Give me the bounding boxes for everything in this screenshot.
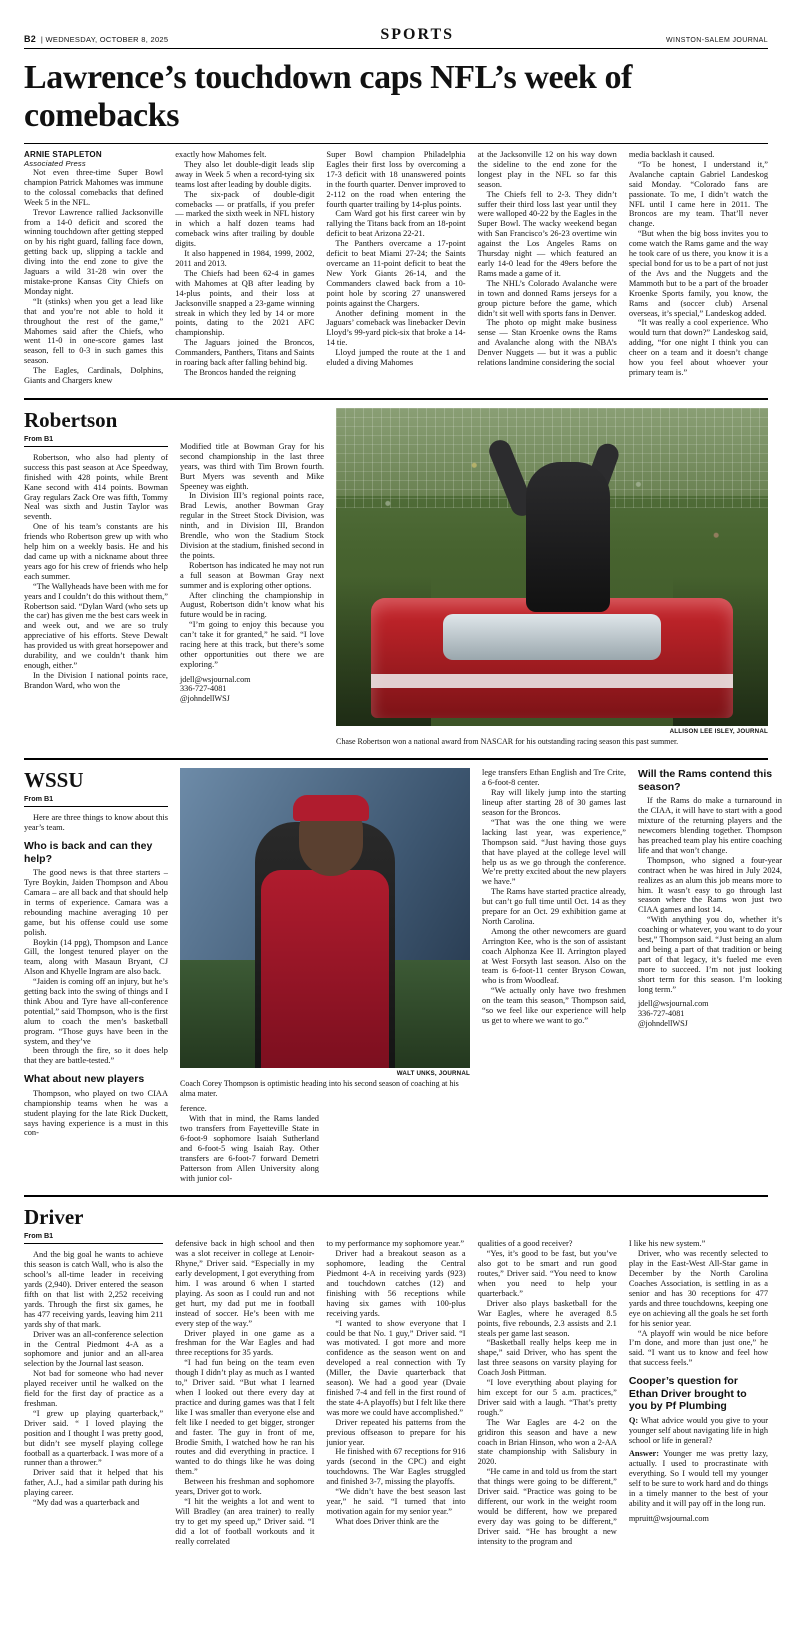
- paragraph: “With anything you do, whether it’s coaching or whatever, you want to do your best,” Thompson said. “Just being an alum and being a part of that tradition or being part of that legacy, it’s fueled me even more to succeed. I’m not just looking short term for this season. I’m looking long term.”: [638, 915, 782, 994]
- lead-story: [24, 150, 768, 386]
- paragraph: “He came in and told us from the start that things were going to be different,” Driver said. “Practice was going to be different, our work in the weight room would be different, how we prepared every day was going to be different,” Driver said. “He has brought a new intensity to the program and: [477, 1467, 617, 1546]
- paragraph: “I hit the weights a lot and went to Will Bradley (an area trainer) to really try to get my speed up,” Driver said. “I did a lot of football workouts and it really correlated: [175, 1496, 315, 1546]
- paragraph: “To be honest, I understand it,” Avalanche captain Gabriel Landeskog said Monday. “Colorado fans are passionate. To me, I didn’t watch the NFL until I came here in 2011. The Broncos are my team. That’ll never change.: [628, 159, 769, 229]
- paragraph: Boykin (14 ppg), Thompson and Lance Gill, the longest tenured player on the team, along with Masaun Bryant, CJ Alson and Khyelle Ingram are also back.: [24, 937, 168, 977]
- paragraph: Lloyd jumped the route at the 1 and eluded a diving Mahomes: [326, 348, 466, 368]
- paragraph: Thompson, who signed a four-year contract when he was hired in July 2024, realizes as an alum this job means more to him. It wasn’t easy to go through last season where the Rams won just two CIAA games and lost 14.: [638, 855, 782, 915]
- contact-phone: 336-727-4081: [180, 684, 227, 694]
- paragraph: been through the fire, so it does help that they are battle-tested.”: [24, 1046, 168, 1066]
- wssu-col-3: [482, 768, 626, 1183]
- paragraph: “I’m going to enjoy this because you can’t take it for granted,” he said. “I love racing here at this track, but there’s some other opportunities out there we are exploring.”: [180, 620, 324, 669]
- paragraph: Robertson has indicated he may not run a full season at Bowman Gray next summer and is exploring other options.: [180, 560, 324, 590]
- contact-email: jdell@wsjournal.com: [180, 674, 251, 684]
- wssu-col-1: [24, 768, 168, 1183]
- contact-email: jdell@wsjournal.com: [638, 999, 709, 1009]
- contact-email: mpruitt@wsjournal.com: [628, 1513, 709, 1523]
- paragraph: The good news is that three starters – Tyre Boykin, Jaiden Thompson and Abou Camara – are all back and that should help in terms of experience. Camara was a rebounding machine averaging 10 per game, but his offense could use some polish.: [24, 868, 168, 937]
- paragraph: exactly how Mahomes felt.: [175, 150, 267, 159]
- paragraph: ference.: [180, 1104, 207, 1114]
- answer-label: Answer:: [628, 1449, 660, 1459]
- paragraph: qualities of a good receiver?: [477, 1239, 573, 1249]
- page-number: B2: [24, 34, 37, 44]
- wssu-contact: [638, 999, 782, 1028]
- driver-section: [24, 1205, 768, 1546]
- wssu-photo-col: [180, 768, 470, 1183]
- lead-col-5: [629, 150, 768, 386]
- paragraph: The photo op might make business sense — Stan Kroenke owns the Rams and Avalanche along with the NBA’s Denver Nuggets — but it was a public relations landmine considering the social: [477, 318, 617, 368]
- paragraph: “That was the one thing we were lacking last year, was experience,” Thompson said. “Just having those guys that have played at the college level will help us as we go through the conference. We’re pretty excited about the new players we have.”: [482, 817, 626, 887]
- paragraph: After clinching the championship in August, Robertson didn’t know what his future would be in racing.: [180, 590, 324, 620]
- nascar-photo: [336, 408, 768, 726]
- photo-caption: Chase Robertson won a national award from NASCAR for his outstanding racing season this past summer.: [336, 736, 679, 746]
- paragraph: “Basketball really helps keep me in shape,” said Driver, who has spent the last three seasons on varsity playing for Coach Josh Pittman.: [477, 1338, 617, 1378]
- paragraph: The Jaguars joined the Broncos, Commanders, Panthers, Titans and Saints in roaring back after falling behind big.: [175, 338, 315, 368]
- photo-credit: ALLISON LEE ISLEY, JOURNAL: [669, 727, 768, 735]
- wssu-col-4: [638, 768, 782, 1183]
- publication-name: WINSTON-SALEM JOURNAL: [665, 37, 768, 44]
- lead-col-2: [175, 150, 314, 386]
- masthead: [24, 26, 768, 49]
- car-stripe: [371, 674, 734, 688]
- photo-credit: WALT UNKS, JOURNAL: [396, 1070, 470, 1078]
- robertson-from: From B1: [24, 434, 168, 447]
- paragraph: With that in mind, the Rams landed two transfers from Fayetteville State in 6-foot-9 sophomore Isaiah Sutherland and 6-foot-5 wing Isaiah Ray. Other transfers are 6-foot-7 forward Demetri Patterson from Allen University along with junior col-: [180, 1114, 319, 1183]
- driver-title: Driver: [24, 1205, 84, 1230]
- driver-from: From B1: [24, 1231, 163, 1244]
- driver-col-2: [175, 1205, 314, 1546]
- paragraph: Cam Ward got his first career win by rallying the Titans back from an 18-point deficit to beat Arizona 22-21.: [326, 209, 466, 239]
- paragraph: “Yes, it’s good to be fast, but you’ve also got to be smart and run good routes,” Driver said. “You need to know when you need to help your quarterback.”: [477, 1249, 617, 1298]
- wssu-section: [24, 768, 782, 1183]
- paragraph: “We actually only have two freshmen on the team this season,” Thompson said, “so we feel like our experience will help us get to where we want to go.”: [482, 986, 626, 1025]
- paragraph: Driver played in one game as a freshman for the War Eagles and had three receptions for 35 yards.: [175, 1328, 315, 1358]
- paragraph: In Division III’s regional points race, Brad Lewis, another Bowman Gray regular in the Street Stock Division, was ninth, and in Division III, Brandon Brendle, who won the Stadium Stock Division at the stadium, finished second in the points.: [180, 491, 324, 560]
- paragraph: lege transfers Ethan English and Tre Crite, a 6-foot-8 center.: [482, 768, 626, 788]
- section-divider: [24, 398, 768, 400]
- paragraph: He finished with 67 receptions for 916 yards (second in the CPC) and eight touchdowns. The War Eagles struggled and finished 3-7, missing the playoffs.: [326, 1447, 466, 1487]
- paragraph: “But when the big boss invites you to come watch the Rams game and the way he took care of us there, you know it is a special bond for us to be a part of not just of the Avs and the Nuggets and the Mammoth but to be a part of the broader Kroenke Sports family, you know, the Rams and (soccer club) Arsenal overseas, it’s special,” Landeskog added.: [628, 229, 769, 318]
- section-divider-3: [24, 1195, 768, 1197]
- paragraph: Modified title at Bowman Gray for his second championship in the last three years, was third with Tim Brown fourth. Burt Myers was seventh and Mike Speeney was eighth.: [180, 441, 324, 491]
- paragraph: “The Wallyheads have been with me for years and I couldn’t do this without them,” Robertson said. “Dylan Ward (who sets up the car) has given me the best cars week in and week out, and we are so truly appreciative of his efforts. Steve Dewalt has provided us with great horsepower and durability, and we couldn’t thank him enough, either.”: [24, 581, 168, 670]
- paragraph: The Panthers overcame a 17-point deficit to beat Miami 27-24; the Saints overcame an 11-point deficit to beat the New York Giants 26-14, and the Commanders clawed back from a 10-point hole by scoring 27 unanswered points against the Chargers.: [326, 239, 466, 308]
- paragraph: “It (stinks) when you get a lead like that and you’re not able to hold it throughout the rest of the game,” Mahomes said after the Chiefs, who went 11-0 in one-score games last season, fell to 0-3 in such games this season.: [24, 296, 164, 366]
- paragraph: Trevor Lawrence rallied Jacksonville from a 14-0 deficit and scored the winning touchdown after getting stepped on by his right guard, falling face down, getting back up, slipping a tackle and diving into the end zone to give the Jaguars a wild 31-28 win over the mistake-prone Kansas City Chiefs on Monday night.: [24, 207, 164, 296]
- driver-col-5: [629, 1205, 768, 1546]
- paragraph: Driver said that it helped that his father, A.J., had a similar path during his playing career.: [24, 1468, 164, 1498]
- paragraph: “I wanted to show everyone that I could be that No. 1 guy,” Driver said. “I was motivated. I got more and more confidence as the season went on and developed a real connection with Ty (Miller, the Davie quarterback that season). We had a good year (Dvaie finished 7-4 and fell in the first round of the state 4-A playoffs) but I felt like there was more we could have accomplished.”: [326, 1318, 466, 1417]
- paragraph: Between his freshman and sophomore years, Driver got to work.: [175, 1477, 315, 1497]
- page-title: Lawrence’s touchdown caps NFL’s week of comebacks: [24, 59, 633, 134]
- paragraph: In the Division I national points race, Brandon Ward, who won the: [24, 670, 168, 690]
- driver-subhead: Cooper’s question for Ethan Driver brought to you by Pf Plumbing: [628, 1375, 747, 1413]
- robertson-col-2: [180, 408, 324, 746]
- paragraph: to my performance my sophomore year.”: [326, 1239, 465, 1249]
- wssu-col-2: [180, 1104, 319, 1183]
- paragraph: One of his team’s constants are his friends who Robertson grew up with who help him on a weekly basis. He and his dad came up with a nickname about three years ago for his crew of friends who help each summer.: [24, 522, 168, 581]
- paragraph: Driver repeated his patterns from the previous offseason to prepare for his junior year.: [326, 1417, 466, 1447]
- paragraph: Driver had a breakout season as a sophomore, leading the Central Piedmont 4-A in receiving yards (923) and touchdown catches (12) and finishing with 56 receptions while having six games with 100-plus receiving yards.: [326, 1249, 466, 1318]
- paragraph: Driver also plays basketball for the War Eagles, where he averaged 8.5 points, five rebounds, 2.3 assists and 2.1 steals per game last season.: [477, 1298, 617, 1338]
- paragraph: The Chiefs fell to 2-3. They didn’t suffer their third loss last year until they were walloped 40-22 by the Eagles in the Super Bowl. The wacky weekend began with San Francisco’s 26-23 overtime win against the Los Angeles Rams on Thursday night — which featured an early 14-0 lead for the 49ers before the Rams made a game of it.: [477, 189, 617, 278]
- paragraph: Here are three things to know about this year’s team.: [24, 813, 168, 833]
- byline-org: Associated Press: [24, 159, 86, 168]
- paragraph: “We didn’t have the best season last year,” he said. “I turned that into motivation again for my senior year.”: [326, 1487, 466, 1516]
- paragraph: If the Rams do make a turnaround in the CIAA, it will have to start with a good mixture of the returning players and the newcomers blending together. Thompson has preached team play his entire coaching life and that won’t change.: [638, 796, 782, 855]
- paragraph: And the big goal he wants to achieve this season is catch Wall, who is also the school’s all-time leader in receiving yards (2,940). Driver entered the season fifth on that list with 2,252 receiving yards. Through the first six games, he has 477 receiving yards, leaving him 211 yards shy of that mark.: [24, 1250, 164, 1329]
- paragraph: “Jaiden is coming off an injury, but he’s getting back into the swing of things and I think Abou and Tyre have all-conference potential,” said Thompson, who is the first alum to coach the men’s basketball program. “Those guys have been in the system, and they’ve: [24, 977, 168, 1046]
- date-line: WEDNESDAY, OCTOBER 8, 2025: [45, 35, 169, 44]
- question-text: What advice would you give to your younger self about navigating life in high school or life in general?: [628, 1415, 769, 1445]
- paragraph: The Broncos handed the reigning: [184, 367, 296, 377]
- paragraph: “I love everything about playing for him except for our 5 a.m. practices,” Driver said with a laugh. “That’s pretty rough.”: [477, 1378, 617, 1417]
- driver-col-3: [326, 1205, 465, 1546]
- question-label: Q:: [628, 1415, 639, 1425]
- paragraph: Driver was an all-conference selection in the Central Piedmont 4-A as a sophomore and junior and an all-area selection by the Journal last season.: [24, 1329, 164, 1369]
- byline: [24, 150, 163, 168]
- lead-col-1: [24, 150, 163, 386]
- paragraph: The Eagles, Cardinals, Dolphins, Giants and Chargers knew: [24, 366, 164, 386]
- contact-handle: @johndellWSJ: [180, 693, 230, 703]
- wssu-subhead-1: Who is back and can they help?: [24, 840, 153, 865]
- lead-col-4: [478, 150, 617, 386]
- coach-shirt: [261, 870, 389, 1068]
- answer-text: Younger me was pretty lazy, actually. I used to procrastinate with everything. So I would tell my younger self to be sure to work hard and do things in a timely manner to the best of your ability and it will pay off in the long run.: [628, 1449, 769, 1508]
- robertson-section: [24, 408, 768, 746]
- robertson-photo-col: [336, 408, 768, 746]
- coach-photo: [180, 768, 470, 1068]
- paragraph: defensive back in high school and then was a slot receiver in college at Lenoir-Rhyne,” Driver said. “Especially in my early development, I got everything from him. I was around 6 when I started playing. As soon as I could run and not get hurt, my dad put me in football instead of soccer. He’s been with me every step of the way.”: [175, 1239, 315, 1328]
- paragraph: at the Jacksonville 12 on his way down the sideline to the end zone for the longest play in the NFL so far this season.: [477, 150, 617, 189]
- windshield: [443, 614, 661, 660]
- paragraph: “I grew up playing quarterback,” Driver said. “ I loved playing the position and I thought I was pretty good, but didn’t see myself playing college football as a quarterback. I was more of a runner than a thrower.”: [24, 1408, 164, 1468]
- headline-rule: [24, 143, 768, 144]
- paragraph: Another defining moment in the Jaguars’ comeback was linebacker Devin Lloyd’s 99-yard pick-six that broke a 14-14 tie.: [326, 308, 466, 348]
- driver-col-1: [24, 1205, 163, 1546]
- paragraph: media backlash it caused.: [628, 150, 715, 159]
- section-divider-2: [24, 758, 768, 760]
- wssu-col-3-top: [331, 1104, 470, 1183]
- paragraph: “My dad was a quarterback and: [33, 1498, 140, 1508]
- driver-col-4: [478, 1205, 617, 1546]
- paragraph: They also let double-digit leads slip away in Week 5 when a record-tying six teams lost after leading by double digits.: [175, 159, 315, 189]
- paragraph: Driver, who was recently selected to play in the East-West All-Star game in December by the North Carolina Coaches Association, is settling in as a senior and has 30 receptions for 477 yards and three touchdowns, keeping one eye on achieving all the goals he set forth for his senior year.: [628, 1249, 769, 1328]
- contact-phone: 336-727-4081: [638, 1009, 685, 1019]
- driver-figure: [526, 462, 610, 612]
- paragraph: Super Bowl champion Philadelphia Eagles their first loss by overcoming a 17-3 deficit with 18 unanswered points in the fourth quarter. Denver improved to 2-112 on the road when entering the fourth quarter trailing by 14-plus points.: [326, 150, 466, 209]
- paragraph: I like his new system.”: [628, 1239, 706, 1249]
- paragraph: Not even three-time Super Bowl champion Patrick Mahomes was immune to the colossal comebacks that defined Week 5 in the NFL.: [24, 168, 164, 207]
- paragraph: Robertson, who also had plenty of success this past season at Ace Speedway, finished with 428 points, while Brent Kane second with 414 points. Bowman Gray regulars Zack Ore was fifth, Tommy Neal was sixth and Justin Taylor was seventh.: [24, 452, 168, 522]
- paragraph: Not bad for someone who had never played receiver until he walked on the field for the first day of practice as a freshman.: [24, 1369, 164, 1408]
- paragraph: “It was really a cool experience. Who would turn that down?” Landeskog said, adding, “for one night I think you can cheer on a team and it doesn’t change how you feel about whoever your primary team is.”: [628, 318, 769, 377]
- paragraph: The War Eagles are 4-2 on the gridiron this season and have a new coach in Brian Hinson, who won a 2-AA state championship with Salisbury in 2020.: [477, 1417, 617, 1467]
- contact-handle: @johndellWSJ: [638, 1018, 688, 1028]
- photo-caption: Coach Corey Thompson is optimistic heading into his second season of coaching at his alma mater.: [180, 1079, 459, 1098]
- paragraph: Among the other newcomers are guard Arrington Kee, who is the son of assistant coach Alphonza Kee II. Arrington played at West Forsyth last season. Also on the team is 6-foot-11 center Bryson Cowan, who is from Woodleaf.: [482, 926, 626, 986]
- paragraph: “A playoff win would be nice before I’m done, and more than just one,” he said. “I want us to know and feel how that success feels.”: [628, 1328, 769, 1368]
- wssu-subhead-2: What about new players: [24, 1073, 145, 1086]
- paragraph: The six-pack of double-digit comebacks — or pratfalls, if you prefer — marked the sixth week in NFL history in which a half dozen teams had comeback wins after trailing by double digits.: [175, 189, 315, 249]
- lead-col-3: [326, 150, 465, 386]
- wssu-title: WSSU: [24, 768, 84, 793]
- paragraph: “I had fun being on the team even though I didn’t play as much as I wanted to,” Driver said. “But what I learned when I looked out there every day at practice and during games was that I felt like I was smaller than everyone else and felt like I needed to get bigger, stronger and faster. The guy in front of me, Brodie Smith, I watched how he ran his routes and did everything in practice. I wanted to do things like he was doing them.”: [175, 1358, 315, 1477]
- coach-cap: [293, 795, 369, 821]
- robertson-title: Robertson: [24, 407, 118, 432]
- robertson-contact: [180, 675, 324, 704]
- paragraph: Ray will likely jump into the starting lineup after starting 28 of 30 games last season for the Broncos.: [482, 788, 626, 817]
- wssu-subhead-3: Will the Rams contend this season?: [638, 768, 773, 793]
- paragraph: The Rams have started practice already, but can’t go full time until Oct. 14 as they prepare for an Oct. 29 exhibition game at North Carolina.: [482, 887, 626, 926]
- paragraph: The NHL’s Colorado Avalanche were in town and donned Rams jerseys for a group picture before the game, which didn’t sit well with sports fans in Denver.: [477, 278, 617, 318]
- paragraph: The Chiefs had been 62-4 in games with Mahomes at QB after leading by 14-plus points, and their loss at Jacksonville snapped a 23-game winning streak in which they led by 14 or more points, dating to the 2021 AFC championship.: [175, 268, 315, 338]
- driver-question: [629, 1416, 768, 1446]
- paragraph: What does Driver think are the: [335, 1516, 439, 1526]
- race-car: [371, 598, 734, 718]
- driver-answer: [629, 1449, 768, 1508]
- byline-name: ARNIE STAPLETON: [24, 150, 102, 159]
- paragraph: It also happened in 1984, 1999, 2002, 2011 and 2013.: [175, 249, 315, 268]
- masthead-left: B2 | WEDNESDAY, OCTOBER 8, 2025: [24, 34, 169, 44]
- section-title: SPORTS: [380, 26, 455, 43]
- robertson-col-1: [24, 408, 168, 746]
- wssu-from: From B1: [24, 794, 168, 807]
- paragraph: Thompson, who played on two CIAA championship teams when he was a student playing for the late Rick Duckett, says having experience is a must in this con-: [24, 1088, 168, 1138]
- driver-contact: [629, 1514, 768, 1524]
